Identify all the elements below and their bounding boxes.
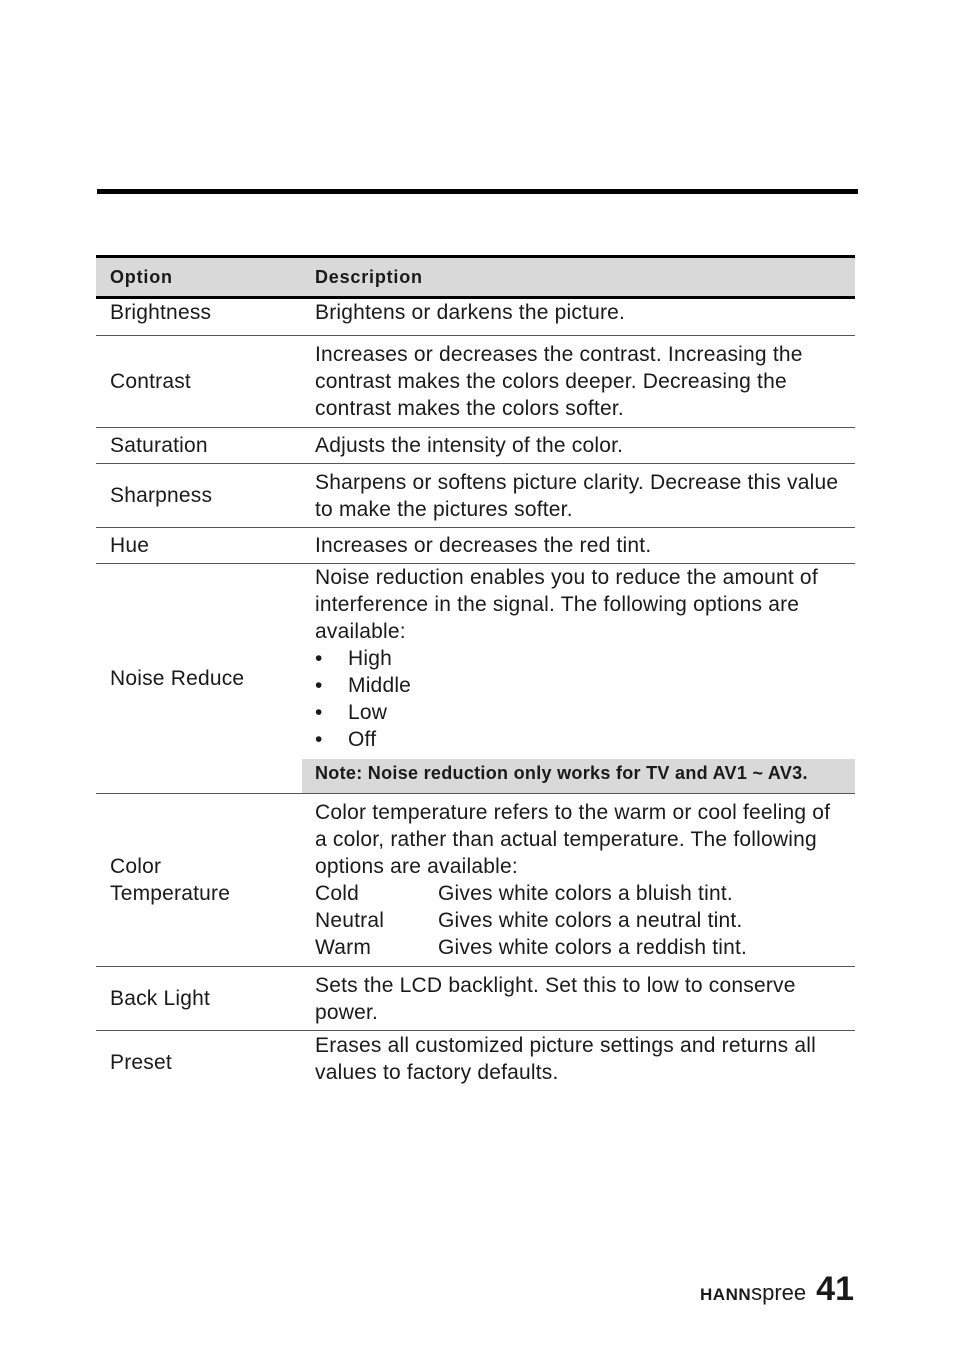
bullet-icon: •	[315, 647, 323, 670]
noise-reduce-intro: Noise reduction enables you to reduce the amount of interference in the signal. The following options are available:	[315, 566, 818, 643]
option-color-temperature	[96, 794, 302, 967]
description-preset: Erases all customized picture settings and returns all values to factory defaults.	[315, 1034, 817, 1084]
temp-name-neutral: Neutral	[315, 909, 385, 932]
table-row	[96, 336, 855, 428]
color-temperature-intro: Color temperature refers to the warm or cool feeling of a color, rather than actual temperature. The following options are available:	[315, 801, 831, 878]
column-header-option: Option	[96, 257, 302, 298]
description-noise-reduce	[302, 564, 855, 794]
bullet-icon: •	[315, 701, 323, 724]
description-saturation: Adjusts the intensity of the color.	[302, 428, 855, 464]
page-number: 41	[816, 1270, 854, 1308]
table-row	[96, 428, 855, 464]
option-color-temperature-line1: Color	[110, 855, 162, 878]
temp-text-warm: Gives white colors a reddish tint.	[438, 936, 748, 959]
table-header-row	[96, 257, 855, 298]
table-row	[96, 794, 855, 967]
picture-options-table	[96, 255, 855, 1092]
description-brightness: Brightens or darkens the picture.	[302, 298, 855, 336]
option-hue: Hue	[96, 528, 302, 564]
description-back-light: Sets the LCD backlight. Set this to low to conserve power.	[302, 967, 855, 1031]
option-low: Low	[348, 701, 388, 724]
option-off: Off	[348, 728, 377, 751]
column-header-description: Description	[302, 257, 855, 298]
option-noise-reduce: Noise Reduce	[96, 564, 302, 794]
table-row	[96, 528, 855, 564]
list-item	[315, 645, 847, 672]
option-preset: Preset	[110, 1050, 172, 1074]
list-item	[315, 672, 847, 699]
list-item	[315, 726, 847, 753]
noise-reduce-note: Note: Noise reduction only works for TV and AV1 ~ AV3.	[302, 759, 855, 793]
option-brightness: Brightness	[96, 298, 302, 336]
noise-reduce-options	[315, 645, 847, 753]
description-hue: Increases or decreases the red tint.	[302, 528, 855, 564]
bullet-icon: •	[315, 674, 323, 697]
brand-logo-light: spree	[751, 1280, 807, 1305]
table-row	[96, 1031, 855, 1093]
temp-name-warm: Warm	[315, 936, 372, 959]
option-saturation: Saturation	[96, 428, 302, 464]
temp-text-cold: Gives white colors a bluish tint.	[438, 882, 733, 905]
brand-logo	[700, 1280, 806, 1306]
option-contrast: Contrast	[96, 336, 302, 428]
temp-text-neutral: Gives white colors a neutral tint.	[438, 909, 743, 932]
page-footer	[700, 1270, 854, 1310]
list-item	[315, 699, 847, 726]
option-back-light: Back Light	[96, 967, 302, 1031]
brand-logo-bold: HANN	[700, 1285, 752, 1304]
temp-name-cold: Cold	[315, 882, 359, 905]
bullet-icon: •	[315, 728, 323, 751]
description-contrast: Increases or decreases the contrast. Increasing the contrast makes the colors deeper. Decreasing the contrast makes the colors softer.	[302, 336, 855, 428]
color-temperature-options	[315, 880, 847, 961]
option-sharpness: Sharpness	[96, 464, 302, 528]
table-row	[96, 967, 855, 1031]
table-row	[96, 298, 855, 336]
description-sharpness: Sharpens or softens picture clarity. Decrease this value to make the pictures softer.	[302, 464, 855, 528]
table-row	[96, 564, 855, 794]
table-row	[96, 464, 855, 528]
option-high: High	[348, 647, 392, 670]
option-color-temperature-line2: Temperature	[110, 882, 231, 905]
description-color-temperature	[302, 794, 855, 967]
header-rule	[97, 189, 858, 194]
option-middle: Middle	[348, 674, 412, 697]
